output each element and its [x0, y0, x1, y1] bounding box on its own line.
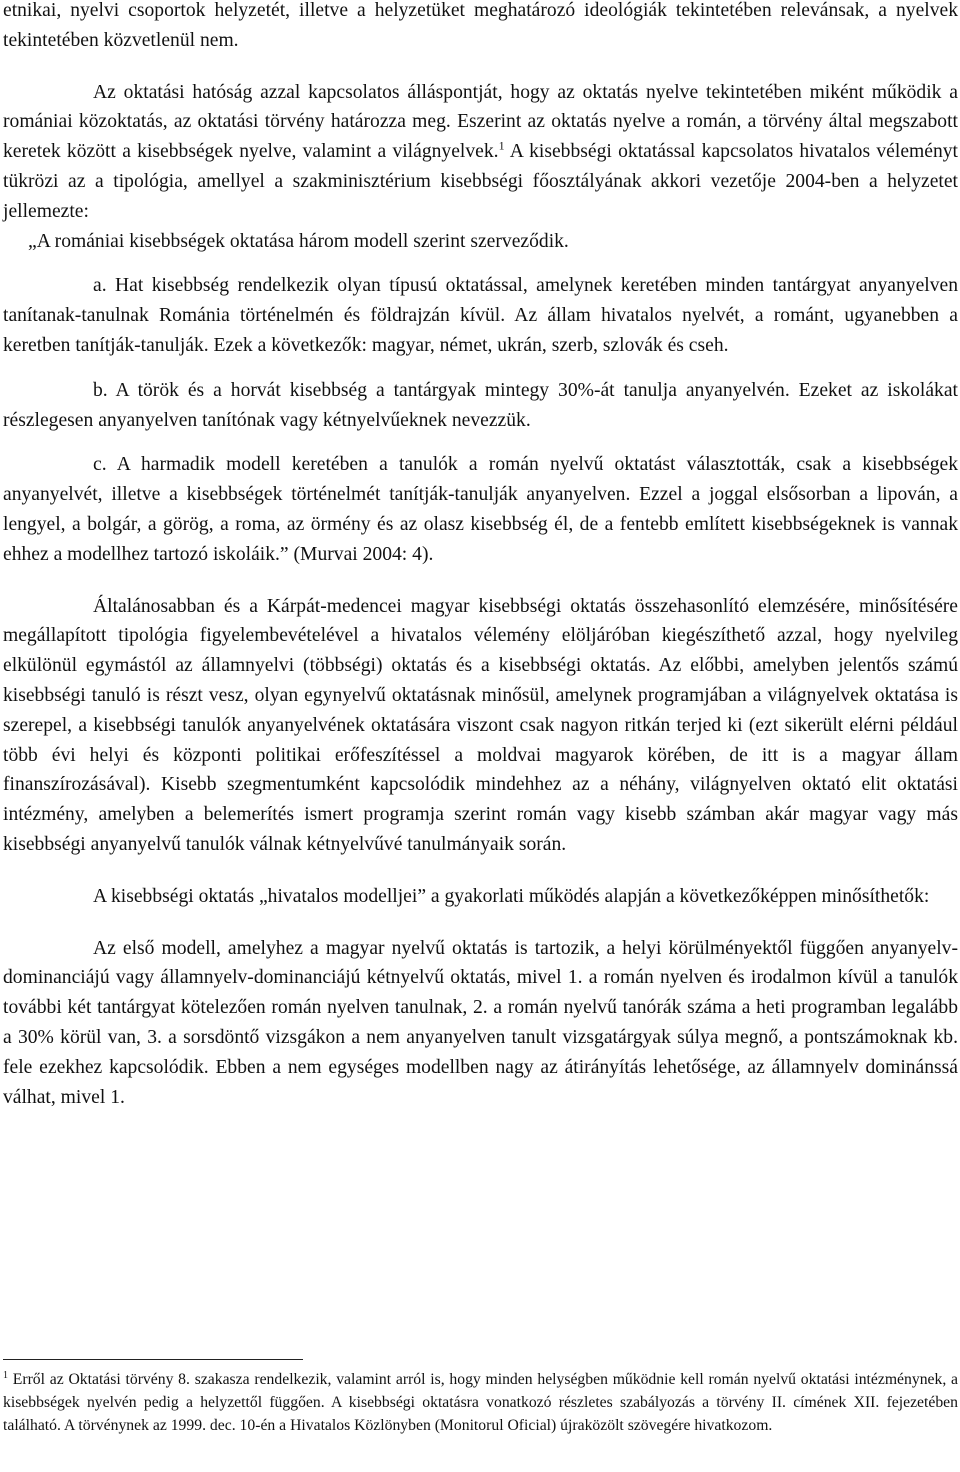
paragraph-first-model: Az első modell, amelyhez a magyar nyelvű oktatás is tartozik, a helyi körülményektől függően anyanyelv-dominanciájú vagy államnyelv-dominanciájú kétnyelvű oktatás, mivel 1. a román nyelven és irodalmon kívül a tanulók további két tantárgyat kötelezően román nyelven tanulnak, 2. a román nyelvű tanórák száma a heti programban legalább a 30% körül van, 3. a sorsdöntő vizsgákon a nem anyanyelven tanult vizsgatárgyak súlya megnő, a pontszámoknak kb. fele ezekhez kapcsolódik. Ebben a nem egységes modellben nagy az átirányítás lehetősége, az államnyelv dominánssá válhat, mivel 1.	[3, 937, 958, 1108]
paragraph-continuation: etnikai, nyelvi csoportok helyzetét, illetve a helyzetüket meghatározó ideológiák tekintetében relevánsak, a nyelvek tekintetében közvetlenül nem.	[3, 0, 958, 51]
paragraph-education-authority	[3, 78, 958, 227]
footnote	[3, 1368, 958, 1437]
paragraph-general-typology: Általánosabban és a Kárpát-medencei magyar kisebbségi oktatás összehasonlító elemzésére, minősítésére megállapított tipológia figyelembevételével a hivatalos vélemény elöljáróban kiegészíthető azzal, hogy nyelvileg elkülönül egymástól az államnyelvi (többségi) oktatás és a kisebbségi oktatás. Az előbbi, amelyben jelentős számú kisebbségi tanuló is részt vesz, olyan egynyelvű oktatásnak minősül, amelynek programjában a világnyelvek oktatása is szerepel, a kisebbségi tanulók anyanyelvének oktatására viszont csak nagyon ritkán terjed ki (ezt sikerült elérni például több évi helyi és központi politikai erőfeszítéssel a moldvai magyarok körében, de itt is a magyar állam finanszírozásával). Kisebb szegmentumként kapcsolódik mindehhez az a néhány, világnyelven oktató elit oktatási intézmény, amelyben a belemerítés ismert programja szerint román vagy kisebb számban akár magyar vagy más kisebbségi anyanyelvű tanulók válnak kétnyelvűvé tanulmányaik során.	[3, 595, 958, 855]
paragraph-official-models: A kisebbségi oktatás „hivatalos modelljei” a gyakorlati működés alapján a következőképpen minősíthetők:	[93, 885, 930, 907]
quote-item-c: c. A harmadik modell keretében a tanulók a román nyelvű oktatást választották, csak a kisebbségek anyanyelvét, illetve a kisebbségek történelmét tanítják-tanulják anyanyelven. Ezzel a joggal elsősorban a lipován, a lengyel, a bolgár, a görög, a roma, az örmény és az olasz kisebbség él, de a fentebb említett kisebbségeknek is vannak ehhez a modellhez tartozó iskoláik.” (Murvai 2004: 4).	[3, 454, 958, 565]
footnote-reference[interactable]: 1	[498, 138, 505, 153]
document-body	[3, 0, 958, 1112]
paragraph-text: Az oktatási hatóság azzal kapcsolatos álláspontját, hogy az oktatás nyelve tekintetében miként működik a romániai közoktatás, az oktatási törvény határozza meg. Eszerint az oktatás nyelve a román, a törvény által megszabott keretek között a kisebbségek nyelve, valamint a világnyelvek.	[3, 81, 958, 163]
quote-item-b: b. A török és a horvát kisebbség a tantárgyak mintegy 30%-át tanulja anyanyelvén. Ezeket az iskolákat részlegesen anyanyelven tanítónak vagy kétnyelvűeknek nevezzük.	[3, 379, 958, 431]
quote-item-a: a. Hat kisebbség rendelkezik olyan típusú oktatással, amelynek keretében minden tantárgyat anyanyelven tanítanak-tanulnak Románia történelmén és földrajzán kívül. Az állam hivatalos nyelvét, a románt, ugyanebben a keretben tanítják-tanulják. Ezek a következők: magyar, német, ukrán, szerb, szlovák és cseh.	[3, 275, 958, 356]
footnote-text: Erről az Oktatási törvény 8. szakasza rendelkezik, valamint arról is, hogy minden helységben működnie kell román nyelvű oktatási intézménynek, a kisebbségek nyelvén pedig a helyzettől függően. A kisebbségi oktatásra vonatkozó részletes szabályozás a törvény II. címének XII. fejezetében található. A törvénynek az 1999. dec. 10-én a Hivatalos Közlönyben (Monitorul Oficial) újraközölt szövegére hivatkozom.	[3, 1371, 958, 1434]
footnote-number: 1	[3, 1369, 8, 1381]
paragraph-text: A kisebbségi oktatással kapcsolatos hivatalos véleményt tükrözi az a tipológia, amellyel a szakminisztérium kisebbségi főosztályának akkori vezetője 2004-ben a helyzetet jellemezte:	[3, 141, 958, 222]
footnote-separator	[3, 1359, 303, 1360]
quote-intro: „A romániai kisebbségek oktatása három modell szerint szerveződik.	[28, 230, 569, 252]
